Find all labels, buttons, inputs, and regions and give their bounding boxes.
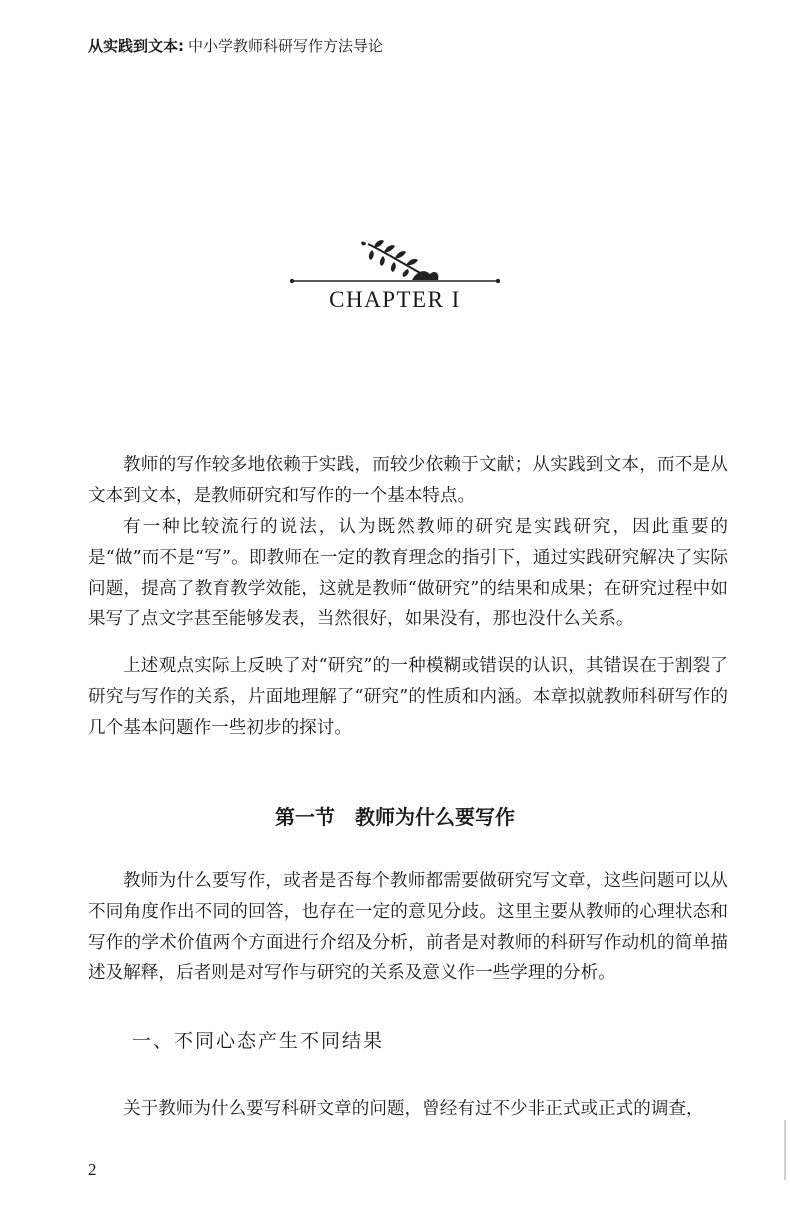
running-head-subtitle: 中小学教师科研写作方法导论 xyxy=(188,37,384,55)
paragraph-intro-2: 有一种比较流行的说法，认为既然教师的研究是实践研究，因此重要的是“做”而不是“写”。即教师在一定的教育理念的指引下，通过实践研究解决了实际问题，提高了教育教学效能，这就是教师“做研究”的结果和成果；在研究过程中如果写了点文字甚至能够发表，当然很好，如果没有，那也没什么关系。 xyxy=(88,517,728,630)
paragraph-section-1: 教师为什么要写作，或者是否每个教师都需要做研究写文章，这些问题可以从不同角度作出不同的回答，也存在一定的意见分歧。这里主要从教师的心理状态和写作的学术价值两个方面进行介绍及分析，前者是对教师的科研写作动机的简单描述及解释，后者则是对写作与研究的关系及意义作一些学理的分析。 xyxy=(88,871,728,984)
chapter-label: CHAPTER I xyxy=(329,287,461,312)
page-edge-mark xyxy=(784,1120,786,1180)
section-heading: 第一节 教师为什么要写作 xyxy=(275,805,515,829)
running-head-title: 从实践到文本: xyxy=(88,37,184,55)
page-number: 2 xyxy=(88,1160,97,1179)
paragraph-intro-3: 上述观点实际上反映了对“研究”的一种模糊或错误的认识，其错误在于割裂了研究与写作的关系，片面地理解了“研究”的性质和内涵。本章拟就教师科研写作的几个基本问题作一些初步的探讨。 xyxy=(88,656,728,738)
olive-branch-icon xyxy=(290,238,500,288)
running-head xyxy=(88,36,383,56)
subsection-heading: 一、不同心态产生不同结果 xyxy=(132,1030,385,1052)
paragraph-subsection-1: 关于教师为什么要写科研文章的问题，曾经有过不少非正式或正式的调查， xyxy=(123,1099,704,1119)
paragraph-intro-1: 教师的写作较多地依赖于实践，而较少依赖于文献；从实践到文本，而不是从文本到文本，是教师研究和写作的一个基本特点。 xyxy=(88,455,728,506)
